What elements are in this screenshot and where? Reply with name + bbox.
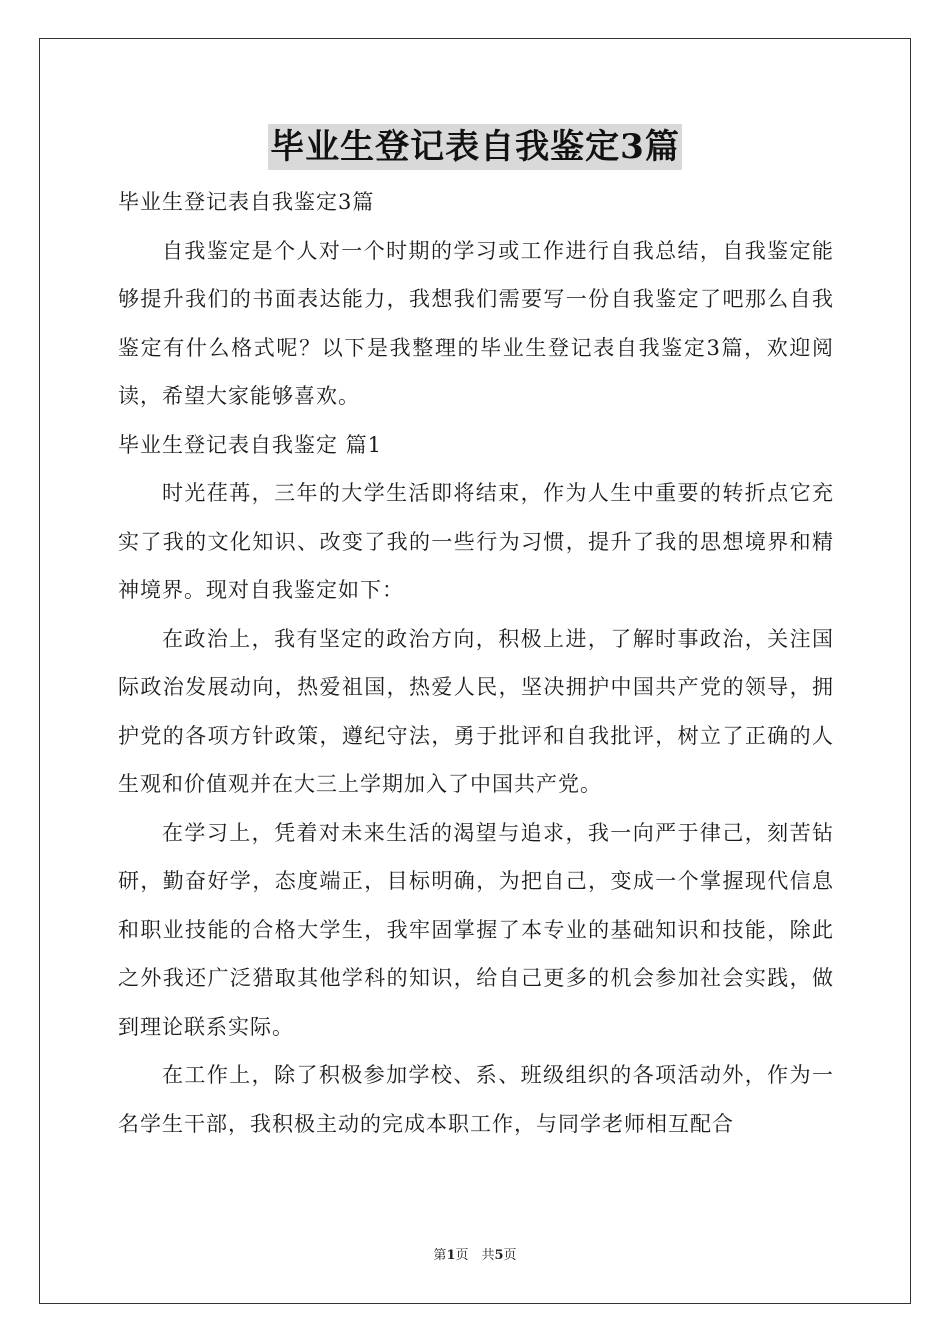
body-paragraph: 在学习上，凭着对未来生活的渴望与追求，我一向严于律己，刻苦钻研，勤奋好学，态度端正，目标明确，为把自己，变成一个掌握现代信息和职业技能的合格大学生，我牢固掌握了本专业的基础知识和技能，除此之外我还广泛猎取其他学科的知识，给自己更多的机会参加社会实践，做到理论联系实际。 (118, 820, 834, 1039)
body-paragraph: 时光荏苒，三年的大学生活即将结束，作为人生中重要的转折点它充实了我的文化知识、改变了我的一些行为习惯，提升了我的思想境界和精神境界。现对自我鉴定如下： (118, 481, 834, 602)
body-paragraph: 在工作上，除了积极参加学校、系、班级组织的各项活动外，作为一名学生干部，我积极主动的完成本职工作，与同学老师相互配合 (118, 1063, 834, 1136)
current-page-number: 1 (446, 1248, 456, 1263)
section-heading: 毕业生登记表自我鉴定 篇1 (118, 432, 383, 457)
body-paragraph: 在政治上，我有坚定的政治方向，积极上进，了解时事政治，关注国际政治发展动向，热爱祖国，热爱人民，坚决拥护中国共产党的领导，拥护党的各项方针政策，遵纪守法，勇于批评和自我批评，树立了正确的人生观和价值观并在大三上学期加入了中国共产党。 (118, 626, 834, 796)
subtitle-line: 毕业生登记表自我鉴定3篇 (118, 190, 375, 214)
intro-paragraph: 自我鉴定是个人对一个时期的学习或工作进行自我总结，自我鉴定能够提升我们的书面表达能力，我想我们需要写一份自我鉴定了吧那么自我鉴定有什么格式呢？以下是我整理的毕业生登记表自我鉴定3篇，欢迎阅读，希望大家能够喜欢。 (118, 238, 834, 408)
page-footer (0, 1244, 950, 1263)
title-container (0, 124, 950, 170)
page-suffix: 页 (503, 1248, 517, 1263)
page-prefix: 第 (433, 1248, 447, 1263)
total-page-number: 5 (494, 1248, 504, 1263)
document-title: 毕业生登记表自我鉴定3篇 (268, 124, 682, 170)
document-body (118, 178, 834, 1148)
page-mid: 页 共 (455, 1248, 495, 1263)
